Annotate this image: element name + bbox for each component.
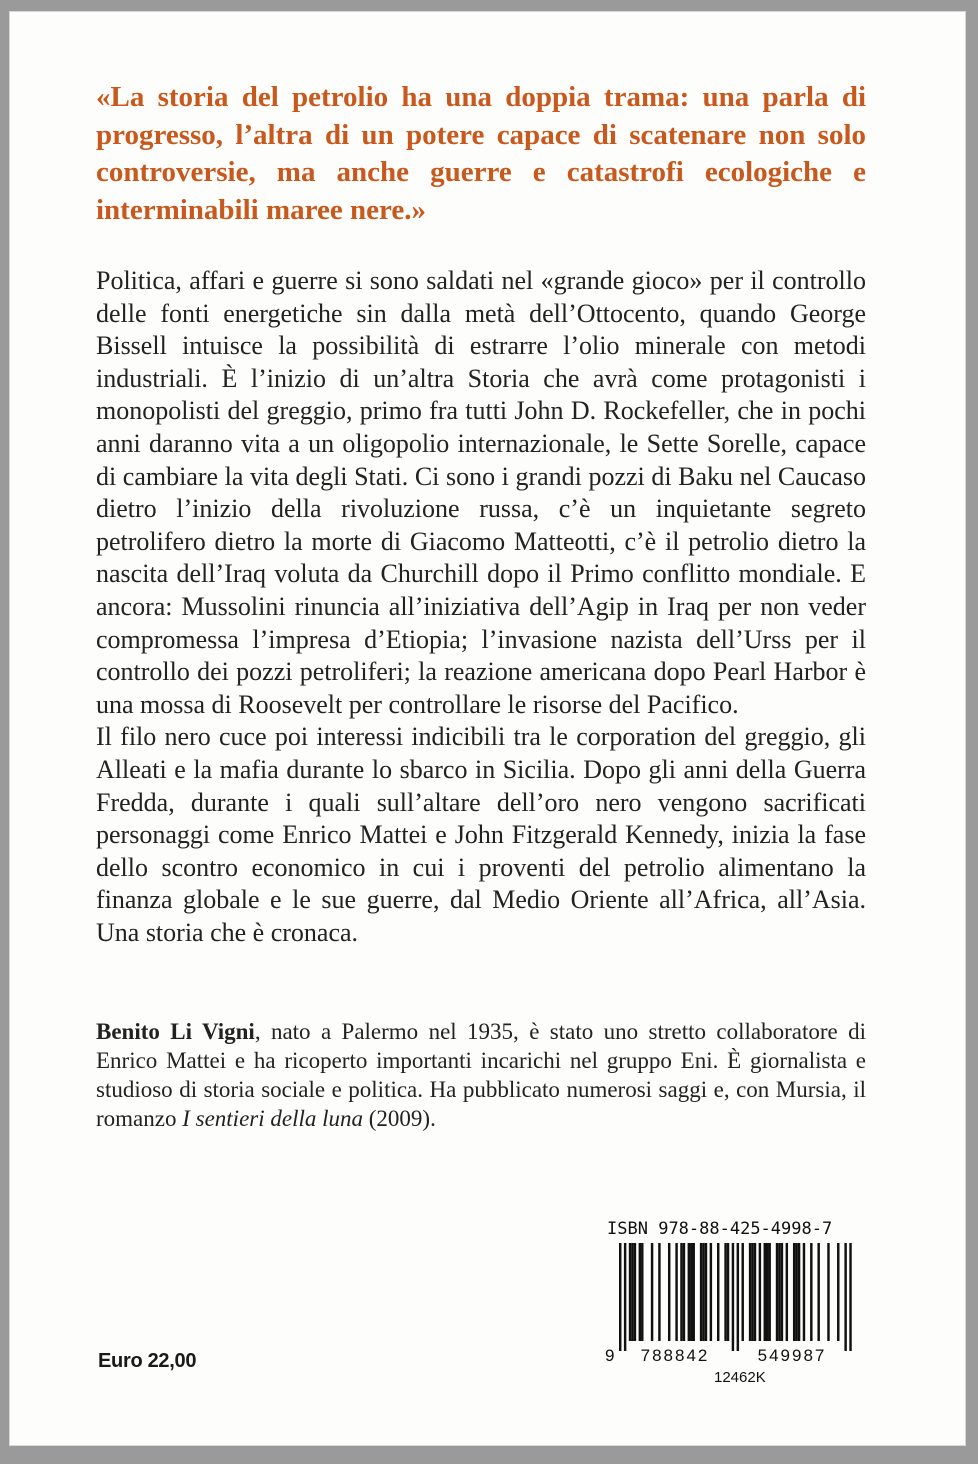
barcode-bar bbox=[849, 1243, 851, 1351]
barcode-bar bbox=[717, 1243, 719, 1341]
isbn-number: 978-88-425-4998-7 bbox=[658, 1219, 833, 1239]
barcode-bar bbox=[764, 1243, 766, 1341]
barcode-bar bbox=[778, 1243, 780, 1341]
barcode-bar bbox=[827, 1243, 829, 1341]
bio-text: , nato a Palermo nel 1935, è stato uno stretto collaboratore di Enrico Mattei e ha ricoperto importanti incarichi nel gruppo Eni. È giornalista e studioso di storia sociale e politica. Ha pubblicato numerosi saggi e, con Mursia, il romanzo bbox=[96, 1019, 866, 1131]
barcode-bar bbox=[781, 1243, 783, 1341]
barcode-bar bbox=[803, 1243, 805, 1341]
author-bio bbox=[96, 1017, 866, 1133]
barcode-bar bbox=[658, 1243, 660, 1341]
barcode-bar bbox=[690, 1243, 692, 1341]
barcode-bar bbox=[668, 1243, 670, 1341]
barcode-bar bbox=[776, 1243, 778, 1341]
blurb-paragraph-1: Politica, affari e guerre si sono saldati nel «grande gioco» per il controllo delle fonti energetiche sin dalla metà dell’Ottocento, quando George Bissell intuisce la possibilità di estrarre l’olio minerale con metodi industriali. È l’inizio di un’altra Storia che avrà come protagonisti i monopolisti del greggio, primo fra tutti John D. Rockefeller, che in pochi anni daranno vita a un oligopolio internazionale, le Sette Sorelle, capace di cambiare la vita degli Stati. Ci sono i grandi pozzi di Baku nel Caucaso dietro l’inizio della rivoluzione russa, c’è un inquietante segreto petrolifero dietro la morte di Giacomo Matteotti, c’è il petrolio dietro la nascita dell’Iraq voluta da Churchill dopo il Primo conflitto mondiale. E ancora: Mussolini rinuncia all’iniziativa dell’Agip in Iraq per non veder compromessa l’impresa d’Etiopia; l’invasione nazista dell’Urss per il controllo dei pozzi petroliferi; la reazione americana dopo Pearl Harbor è una mossa di Roosevelt per controllare le risorse del Pacifico. bbox=[96, 266, 866, 719]
barcode-bar bbox=[700, 1243, 702, 1341]
barcode-digits-left: 788842 bbox=[640, 1346, 710, 1365]
blurb-paragraph-2: Il filo nero cuce poi interessi indicibili tra le corporation del greggio, gli Alleati e la mafia durante lo sbarco in Sicilia. Dopo gli anni della Guerra Fredda, durante i quali sull’altare dell’oro nero vengono sacrificati personaggi come Enrico Mattei e John Fitzgerald Kennedy, inizia la fase dello scontro economico in cui i proventi del petrolio alimentano la finanza globale e le sue guerre, dal Medio Oriente all’Africa, all’Asia. Una storia che è cronaca. bbox=[96, 722, 866, 947]
barcode-bar bbox=[793, 1243, 795, 1341]
barcode-bars bbox=[619, 1243, 852, 1351]
barcode-bar bbox=[751, 1243, 753, 1341]
barcode-bar bbox=[766, 1243, 768, 1341]
isbn-label: ISBN bbox=[607, 1219, 648, 1239]
barcode-bar bbox=[737, 1243, 739, 1351]
barcode-digit-prefix: 9 bbox=[605, 1346, 615, 1365]
barcode-bar bbox=[693, 1243, 695, 1341]
ean-barcode bbox=[597, 1243, 867, 1369]
author-name: Benito Li Vigni bbox=[96, 1019, 255, 1044]
book-title: I sentieri della luna bbox=[182, 1106, 363, 1131]
pull-quote: «La storia del petrolio ha una doppia trama: una parla di progresso, l’altra di un potere capace di scatenare non solo controversie, ma anche guerre e catastrofi ecologiche e interminabili maree nere.» bbox=[96, 81, 866, 226]
barcode-bar bbox=[634, 1243, 636, 1341]
barcode-bar bbox=[675, 1243, 677, 1341]
barcode-bar bbox=[742, 1243, 744, 1341]
book-back-cover bbox=[9, 11, 966, 1446]
barcode-bar bbox=[631, 1243, 633, 1341]
barcode-bar bbox=[641, 1243, 643, 1341]
barcode-bar bbox=[817, 1243, 819, 1341]
barcode-bar bbox=[702, 1243, 704, 1341]
barcode-bar bbox=[688, 1243, 690, 1341]
barcode-bar bbox=[705, 1243, 707, 1341]
barcode-bar bbox=[786, 1243, 788, 1341]
barcode-bar bbox=[727, 1243, 729, 1341]
blurb bbox=[96, 265, 866, 949]
barcode-bar bbox=[724, 1243, 726, 1341]
barcode-digits-right: 549987 bbox=[757, 1346, 827, 1365]
barcode-bar bbox=[619, 1243, 621, 1351]
barcode-bar bbox=[749, 1243, 751, 1341]
barcode-bar bbox=[844, 1243, 846, 1351]
barcode-bar bbox=[639, 1243, 641, 1341]
barcode-bar bbox=[795, 1243, 797, 1341]
barcode-bar bbox=[629, 1243, 631, 1341]
barcode-bar bbox=[798, 1243, 800, 1341]
barcode-bar bbox=[680, 1243, 682, 1341]
barcode-bar bbox=[768, 1243, 770, 1341]
barcode-block bbox=[597, 1219, 867, 1399]
barcode-bar bbox=[837, 1243, 839, 1341]
price-label: Euro 22,00 bbox=[98, 1350, 197, 1372]
barcode-bar bbox=[683, 1243, 685, 1341]
barcode-bar bbox=[732, 1243, 734, 1351]
barcode-bar bbox=[759, 1243, 761, 1341]
barcode-bar bbox=[810, 1243, 812, 1341]
barcode-bar bbox=[624, 1243, 626, 1351]
barcode-bar bbox=[710, 1243, 712, 1341]
barcode-bar bbox=[754, 1243, 756, 1341]
catalog-code: 12462K bbox=[714, 1369, 766, 1386]
barcode-bar bbox=[651, 1243, 653, 1341]
isbn-line bbox=[607, 1219, 832, 1239]
bio-year: (2009). bbox=[363, 1106, 436, 1131]
